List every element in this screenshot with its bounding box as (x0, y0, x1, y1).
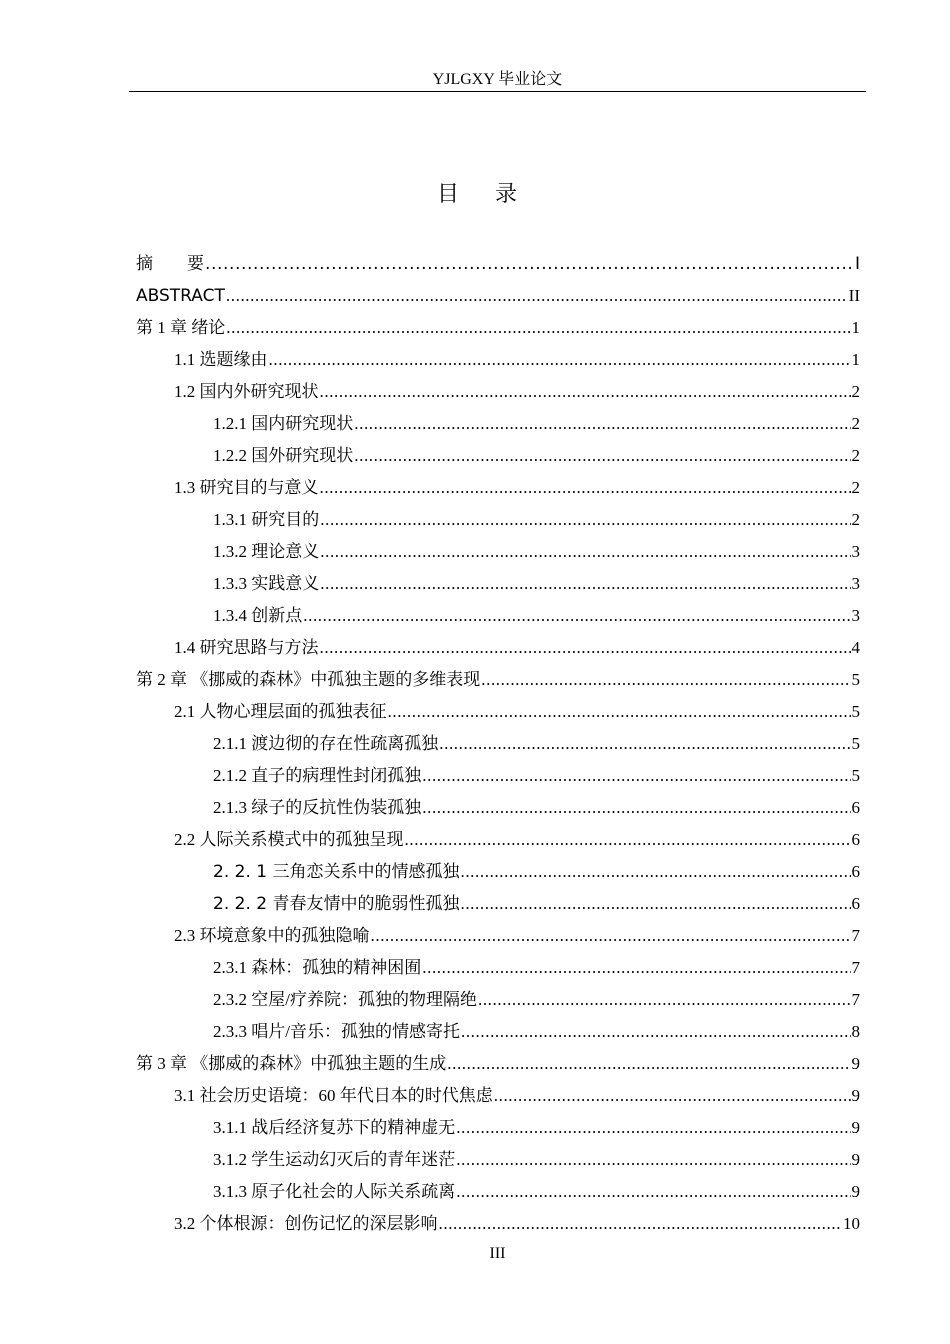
toc-entry[interactable] (174, 371, 860, 403)
toc-entry-page: 2 (851, 382, 860, 401)
toc-leader-dots (205, 253, 854, 275)
toc-leader-dots (439, 1213, 843, 1235)
toc-entry[interactable] (174, 1203, 860, 1235)
toc-entry[interactable] (174, 915, 860, 947)
toc-leader-dots (460, 861, 850, 883)
toc-entry-page: 3 (851, 606, 860, 625)
toc-entry-page: 2 (851, 414, 860, 433)
toc-entry[interactable] (136, 1043, 860, 1075)
toc-entry-page: 7 (851, 926, 860, 945)
toc-entry-page: 6 (851, 798, 860, 817)
toc-entry-label: 1.3.1 研究目的 (213, 510, 320, 529)
toc-entry-label: 1.2.2 国外研究现状 (213, 446, 354, 465)
toc-entry[interactable] (136, 307, 860, 339)
toc-entry-label: 3.1 社会历史语境：60 年代日本的时代焦虑 (174, 1086, 493, 1105)
toc-entry[interactable] (136, 659, 860, 691)
toc-entry-page: 6 (851, 894, 860, 913)
toc-entry[interactable] (213, 1139, 860, 1171)
toc-entry[interactable] (174, 691, 860, 723)
toc-entry-label: 3.2 个体根源：创伤记忆的深层影响 (174, 1214, 438, 1233)
toc-entry-label: 摘 要 (136, 254, 204, 274)
toc-entry-page: 9 (851, 1150, 860, 1169)
toc-entry[interactable] (213, 979, 860, 1011)
running-header: YJLGXY 毕业论文 (432, 71, 563, 88)
toc-entry-label: 2.2 人际关系模式中的孤独呈现 (174, 830, 404, 849)
toc-entry-page: 7 (851, 990, 860, 1009)
toc-entry-label: 2. 2. 1 三角恋关系中的情感孤独 (213, 862, 460, 882)
toc-leader-dots (478, 989, 851, 1011)
toc-entry[interactable] (174, 627, 860, 659)
toc-entry-page: 5 (851, 766, 860, 785)
toc-entry-page: II (848, 286, 860, 305)
toc-entry[interactable] (174, 339, 860, 371)
toc-entry-page: I (854, 254, 860, 274)
toc-entry-page: 9 (851, 1182, 860, 1201)
toc-entry[interactable] (213, 1107, 860, 1139)
toc-entry-page: 5 (851, 734, 860, 753)
toc-entry-label: 第 3 章 《挪威的森林》中孤独主题的生成 (136, 1054, 447, 1073)
toc-entry-page: 2 (851, 478, 860, 497)
toc-entry-label: 2.3.1 森林：孤独的精神困囿 (213, 958, 422, 977)
toc-leader-dots (422, 797, 850, 819)
toc-entry-page: 5 (851, 702, 860, 721)
toc-entry-page: 2 (851, 510, 860, 529)
toc-entry-page: 7 (851, 958, 860, 977)
toc-entry-page: 5 (851, 670, 860, 689)
toc-entry[interactable] (136, 275, 860, 307)
toc-leader-dots (456, 1117, 850, 1139)
toc-entry-label: 1.3.2 理论意义 (213, 542, 320, 561)
toc-entry[interactable] (213, 1011, 860, 1043)
toc-entry-label: 3.1.3 原子化社会的人际关系疏离 (213, 1182, 456, 1201)
toc-entry-label: 3.1.1 战后经济复苏下的精神虚无 (213, 1118, 456, 1137)
toc-entry-page: 6 (851, 830, 860, 849)
toc-leader-dots (481, 669, 850, 691)
toc-entry-label: 2.1.3 绿子的反抗性伪装孤独 (213, 798, 422, 817)
toc-entry-label: 第 2 章 《挪威的森林》中孤独主题的多维表现 (136, 670, 481, 689)
toc-entry[interactable] (213, 723, 860, 755)
toc-entry-page: 9 (851, 1086, 860, 1105)
toc-entry[interactable] (213, 499, 860, 531)
toc-entry[interactable] (213, 595, 860, 627)
toc-entry-label: 1.2.1 国内研究现状 (213, 414, 354, 433)
toc-entry-label: 1.3 研究目的与意义 (174, 478, 319, 497)
header-rule (129, 91, 866, 92)
toc-entry[interactable] (136, 243, 860, 275)
toc-leader-dots (494, 1085, 851, 1107)
toc-leader-dots (460, 893, 850, 915)
toc-entry[interactable] (213, 403, 860, 435)
toc-entry-label: 2.1.2 直子的病理性封闭孤独 (213, 766, 422, 785)
toc-entry-page: 10 (843, 1214, 860, 1233)
toc-entry-page: 2 (851, 446, 860, 465)
toc-leader-dots (320, 381, 851, 403)
toc-leader-dots (320, 637, 851, 659)
toc-entry-label: 1.2 国内外研究现状 (174, 382, 319, 401)
toc-leader-dots (405, 829, 851, 851)
toc-entry[interactable] (174, 1075, 860, 1107)
toc-entry[interactable] (174, 467, 860, 499)
toc-leader-dots (269, 349, 851, 371)
toc-leader-dots (422, 957, 850, 979)
toc-entry-label: 2.3.3 唱片/音乐：孤独的情感寄托 (213, 1022, 460, 1041)
toc-entry-page: 6 (851, 862, 860, 881)
toc-entry-label: 2.1.1 渡边彻的存在性疏离孤独 (213, 734, 439, 753)
toc-leader-dots (226, 317, 850, 339)
toc-leader-dots (456, 1181, 850, 1203)
toc-entry-label: 1.4 研究思路与方法 (174, 638, 319, 657)
toc-title: 目录 (436, 182, 553, 207)
toc-leader-dots (388, 701, 851, 723)
toc-leader-dots (320, 541, 850, 563)
toc-entry-label: 1.3.4 创新点 (213, 606, 303, 625)
toc-entry-label: 1.3.3 实践意义 (213, 574, 320, 593)
toc-leader-dots (422, 765, 850, 787)
toc-entry-page: 4 (851, 638, 860, 657)
toc-leader-dots (456, 1149, 850, 1171)
toc-entry-label: ABSTRACT (136, 286, 225, 306)
toc-entry-label: 3.1.2 学生运动幻灭后的青年迷茫 (213, 1150, 456, 1169)
toc-leader-dots (461, 1021, 851, 1043)
toc-entry-page: 1 (851, 318, 860, 337)
toc-entry[interactable] (213, 947, 860, 979)
toc-leader-dots (447, 1053, 850, 1075)
toc-leader-dots (354, 445, 850, 467)
toc-entry[interactable] (213, 1171, 860, 1203)
toc-entry[interactable] (213, 531, 860, 563)
toc-leader-dots (371, 925, 851, 947)
toc-entry-page: 3 (851, 574, 860, 593)
toc-entry-label: 1.1 选题缘由 (174, 350, 268, 369)
toc-leader-dots (354, 413, 850, 435)
toc-entry[interactable] (213, 563, 860, 595)
toc-entry[interactable] (174, 819, 860, 851)
toc-entry[interactable] (213, 755, 860, 787)
toc-entry-page: 8 (851, 1022, 860, 1041)
toc-leader-dots (320, 509, 850, 531)
toc-entry-label: 2.3 环境意象中的孤独隐喻 (174, 926, 370, 945)
toc-entry[interactable] (213, 787, 860, 819)
toc-entry-label: 2. 2. 2 青春友情中的脆弱性孤独 (213, 894, 460, 914)
toc-entry-page: 9 (851, 1054, 860, 1073)
toc-entry[interactable] (213, 851, 860, 883)
toc-entry-page: 9 (851, 1118, 860, 1137)
toc-leader-dots (320, 477, 851, 499)
toc-entry-label: 2.3.2 空屋/疗养院：孤独的物理隔绝 (213, 990, 477, 1009)
toc-entry-page: 3 (851, 542, 860, 561)
toc-entry[interactable] (213, 883, 860, 915)
toc-leader-dots (226, 285, 848, 307)
toc-entry[interactable] (213, 435, 860, 467)
toc-entry-label: 2.1 人物心理层面的孤独表征 (174, 702, 387, 721)
page-number: III (489, 1245, 506, 1262)
toc-entry-label: 第 1 章 绪论 (136, 318, 226, 337)
toc-leader-dots (320, 573, 850, 595)
toc-leader-dots (303, 605, 850, 627)
toc-entry-page: 1 (851, 350, 860, 369)
toc-leader-dots (439, 733, 850, 755)
